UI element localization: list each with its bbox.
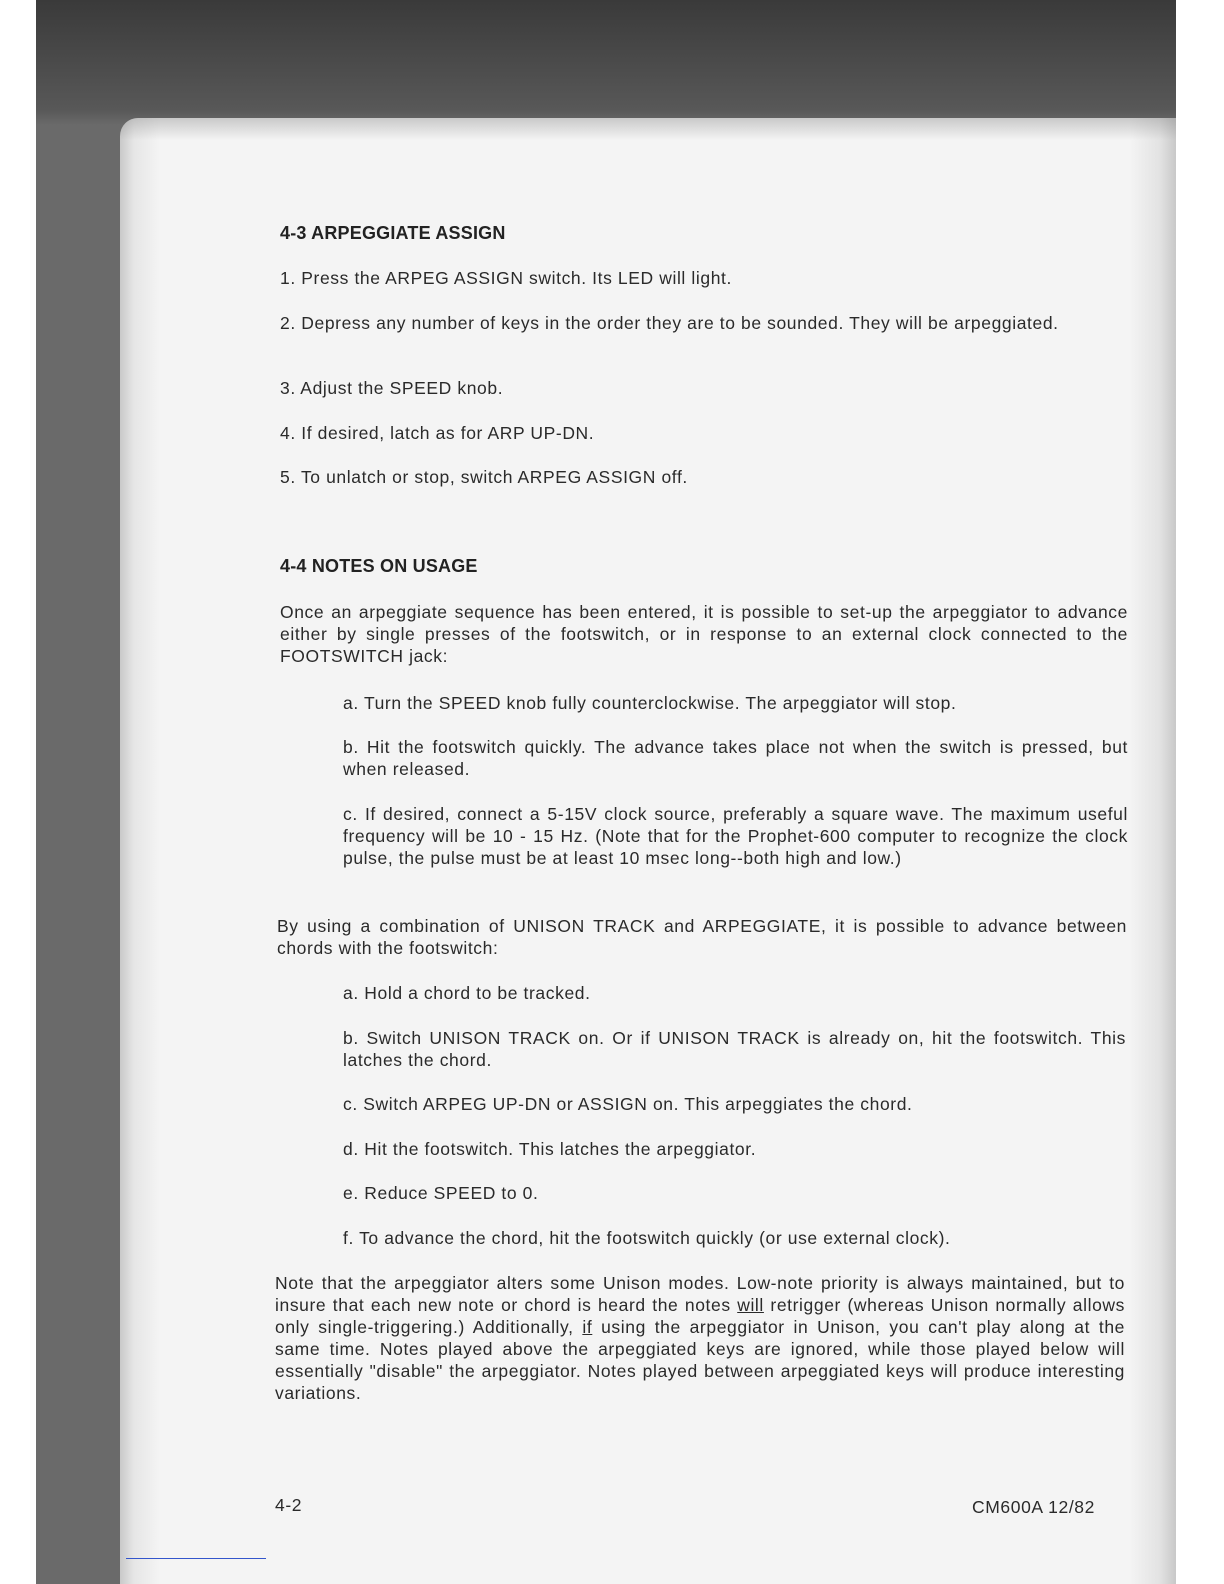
chord-step-d: d. Hit the footswitch. This latches the arpeggiator. (343, 1139, 757, 1159)
assign-step-2: 2. Depress any number of keys in the order they are to be sounded. They will be arpeggiated. (280, 313, 1059, 333)
unison-note-part-3: using the arpeggiator in Unison, you can't play along at the same time. Notes played above the arpeggiated keys are ignored, while those played below will essentially "disable" the arpeggiator. Notes played between arpeggiated keys will produce interesting variations. (275, 1317, 1125, 1403)
page-edge-shadow (120, 118, 1176, 140)
chord-step-a: a. Hold a chord to be tracked. (343, 983, 591, 1003)
combo-intro: By using a combination of UNISON TRACK and ARPEGGIATE, it is possible to advance between chords with the footswitch: (277, 916, 1127, 958)
unison-note-paragraph (275, 1272, 1125, 1404)
section-4-3-heading: 4-3 ARPEGGIATE ASSIGN (280, 223, 506, 243)
assign-step-1: 1. Press the ARPEG ASSIGN switch. Its LED will light. (280, 268, 732, 288)
assign-step-4: 4. If desired, latch as for ARP UP-DN. (280, 423, 595, 443)
unison-note-part-1: Note that the arpeggiator alters some Unison modes. Low-note priority is always maintained, but to insure that each new note or chord is heard the notes (275, 1273, 1125, 1315)
unison-note-will: will (737, 1295, 764, 1315)
margin-right (1176, 0, 1224, 1584)
margin-left (0, 0, 36, 1584)
footer-rule (126, 1558, 266, 1559)
unison-note-part-2: retrigger (whereas Unison normally allows only single-triggering.) Additionally, (275, 1295, 1126, 1337)
assign-step-5: 5. To unlatch or stop, switch ARPEG ASSIGN off. (280, 467, 688, 487)
assign-step-3: 3. Adjust the SPEED knob. (280, 378, 504, 398)
advance-step-b: b. Hit the footswitch quickly. The advance takes place not when the switch is pressed, but when released. (343, 737, 1128, 779)
chord-step-b: b. Switch UNISON TRACK on. Or if UNISON TRACK is already on, hit the footswitch. This latches the chord. (343, 1028, 1126, 1070)
document-id: CM600A 12/82 (972, 1497, 1095, 1517)
advance-step-a: a. Turn the SPEED knob fully counterclockwise. The arpeggiator will stop. (343, 693, 957, 713)
unison-note-if: if (582, 1317, 593, 1337)
chord-step-c: c. Switch ARPEG UP-DN or ASSIGN on. This arpeggiates the chord. (343, 1094, 913, 1114)
chord-step-f: f. To advance the chord, hit the footswitch quickly (or use external clock). (343, 1228, 951, 1248)
section-4-4-heading: 4-4 NOTES ON USAGE (280, 556, 478, 576)
usage-intro: Once an arpeggiate sequence has been entered, it is possible to set-up the arpeggiator to advance either by single presses of the footswitch, or in response to an external clock connected to the FOOTSWITCH jack: (280, 602, 1128, 666)
page-number: 4-2 (275, 1495, 303, 1515)
advance-step-c: c. If desired, connect a 5-15V clock source, preferably a square wave. The maximum useful frequency will be 10 - 15 Hz. (Note that for the Prophet-600 computer to recognize the clock pulse, the pulse must be at least 10 msec long--both high and low.) (343, 804, 1128, 868)
chord-step-e: e. Reduce SPEED to 0. (343, 1183, 539, 1203)
